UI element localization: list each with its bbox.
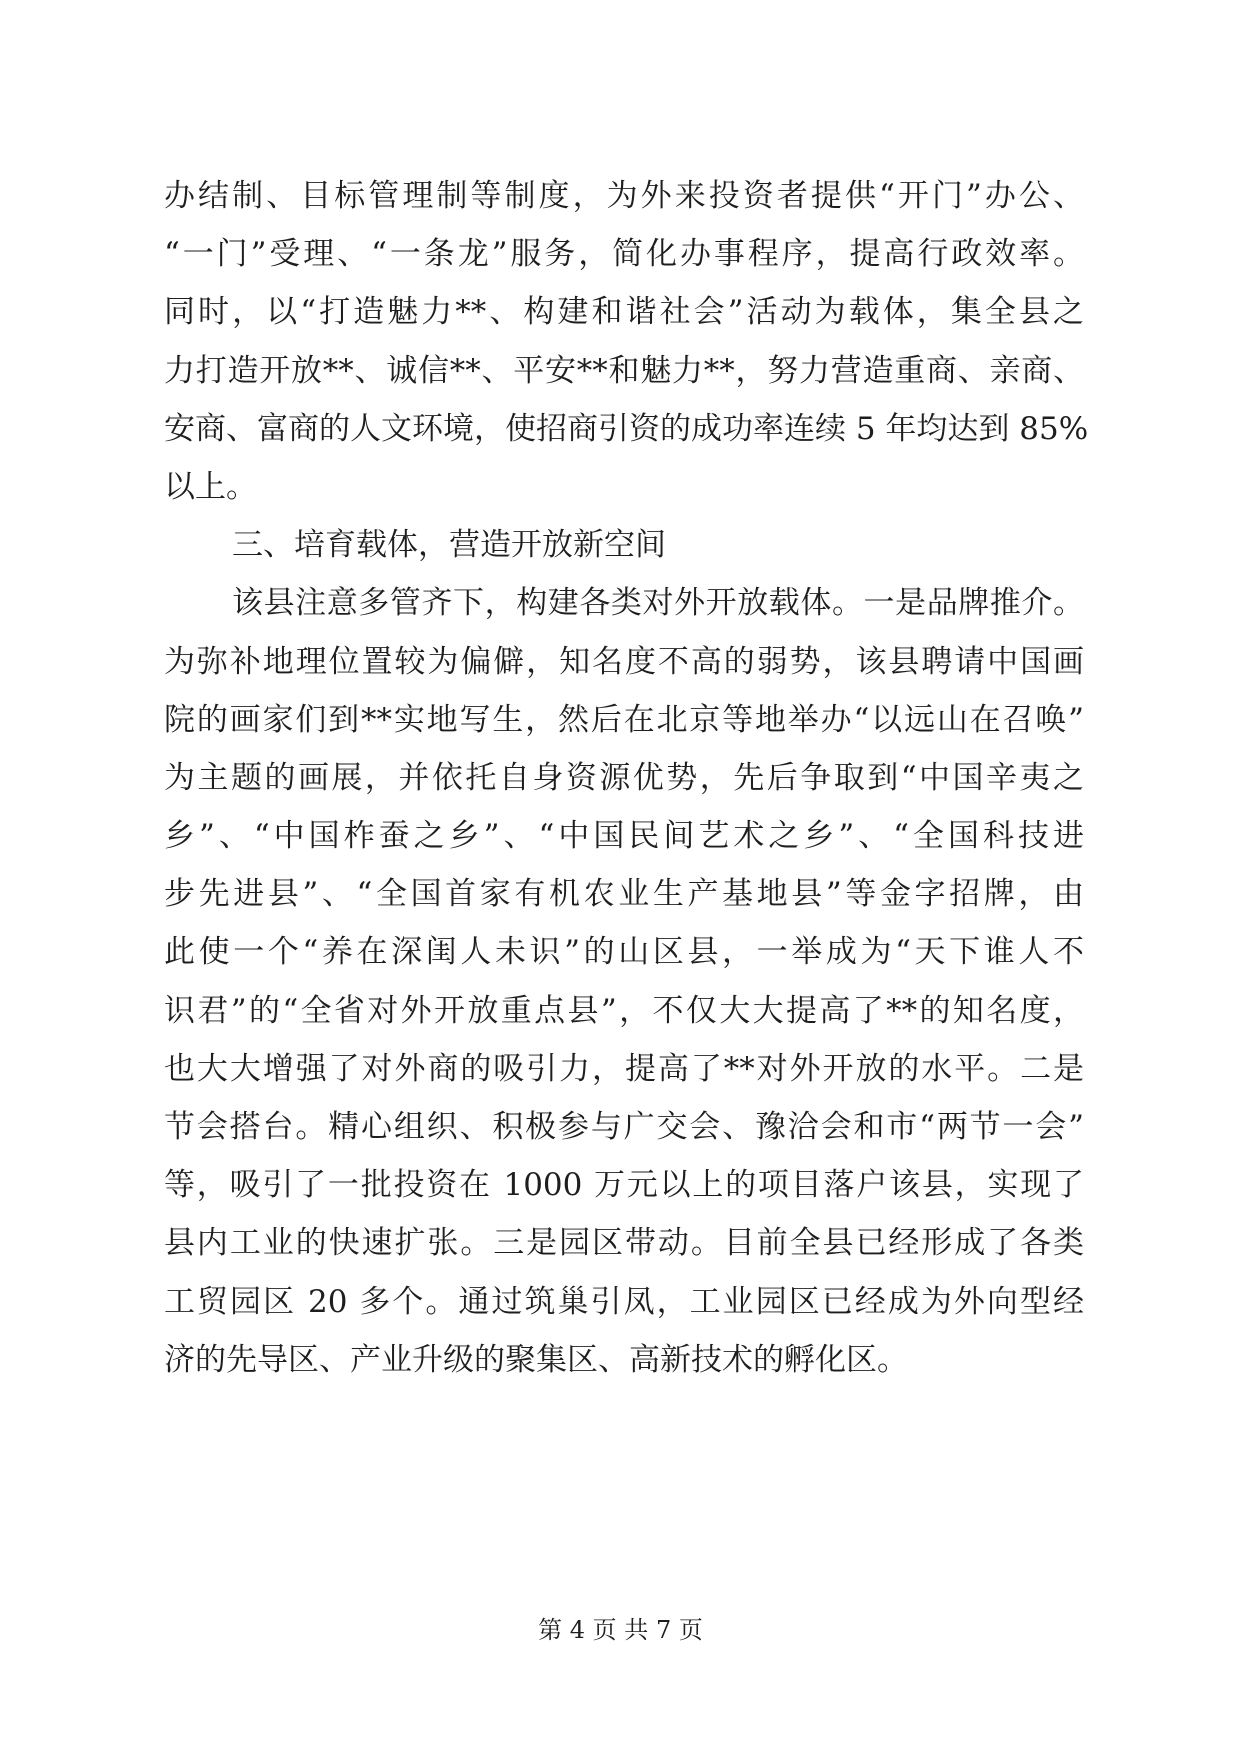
- text-line: 安商、富商的人文环境，使招商引资的成功率连续 5 年均达到 85%: [164, 410, 1089, 447]
- text-line: 办结制、目标管理制等制度，为外来投资者提供“开门”办公、: [164, 178, 1084, 214]
- text-line: 力打造开放**、诚信**、平安**和魅力**，努力营造重商、亲商、: [164, 352, 1084, 389]
- text-line: “一门”受理、“一条龙”服务，简化办事程序，提高行政效率。: [164, 236, 1084, 273]
- document-body: [164, 167, 1089, 1389]
- text-line: 院的画家们到**实地写生，然后在北京等地举办“以远山在召唤”: [164, 701, 1084, 738]
- text-line: 为主题的画展，并依托自身资源优势，先后争取到“中国辛夷之: [164, 759, 1084, 796]
- text-line: 县内工业的快速扩张。三是园区带动。目前全县已经形成了各类: [164, 1225, 1084, 1262]
- text-line: 此使一个“养在深闺人未识”的山区县，一举成为“天下谁人不: [164, 934, 1084, 971]
- text-line: 为弥补地理位置较为偏僻，知名度不高的弱势，该县聘请中国画: [164, 643, 1084, 680]
- text-line: 也大大增强了对外商的吸引力，提高了**对外开放的水平。二是: [164, 1050, 1084, 1087]
- text-line: 节会搭台。精心组织、积极参与广交会、豫洽会和市“两节一会”: [164, 1109, 1084, 1145]
- text-line: 步先进县”、“全国首家有机农业生产基地县”等金字招牌，由: [164, 876, 1084, 913]
- text-line: 等，吸引了一批投资在 1000 万元以上的项目落户该县，实现了: [164, 1167, 1084, 1204]
- page-number-footer: 第 4 页 共 7 页: [538, 1616, 703, 1644]
- text-line: 识君”的“全省对外开放重点县”，不仅大大提高了**的知名度，: [164, 992, 1084, 1029]
- text-line: 乡”、“中国柞蚕之乡”、“中国民间艺术之乡”、“全国科技进: [164, 818, 1084, 855]
- text-line: 以上。: [164, 468, 257, 505]
- section-heading: 三、培育载体，营造开放新空间: [232, 527, 666, 564]
- text-line: 济的先导区、产业升级的聚集区、高新技术的孵化区。: [164, 1341, 908, 1378]
- text-line: 该县注意多管齐下，构建各类对外开放载体。一是品牌推介。: [232, 585, 1084, 622]
- text-line: 工贸园区 20 多个。通过筑巢引凤，工业园区已经成为外向型经: [164, 1283, 1084, 1320]
- text-line: 同时，以“打造魅力**、构建和谐社会”活动为载体，集全县之: [164, 294, 1084, 331]
